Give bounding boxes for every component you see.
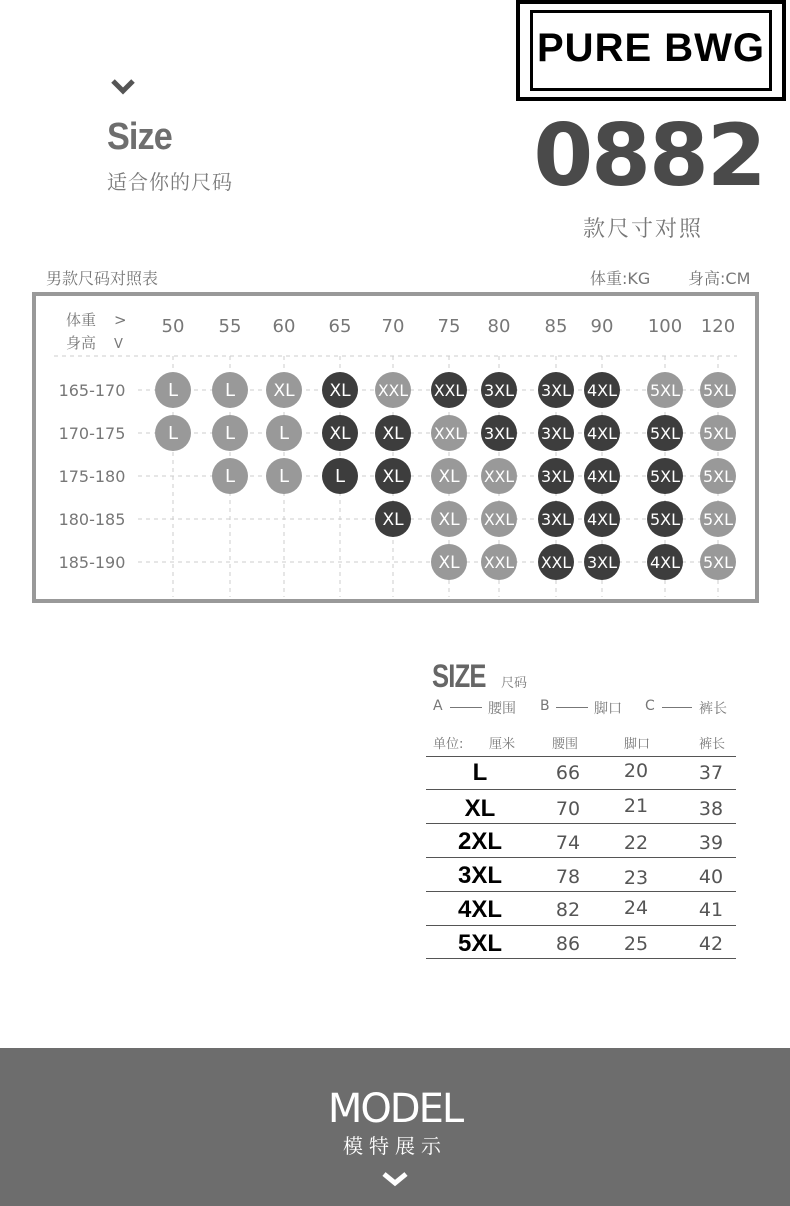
size-badge-label: L [167,423,179,444]
size-badge-label: XL [438,467,460,487]
height-unit-label: 身高:CM [688,269,751,288]
size-badge-label: XXL [378,381,409,400]
size-badge-label: XL [382,467,404,487]
size-badge-label: 4XL [650,553,681,572]
size-badge-label: XL [329,381,351,401]
weight-tick-label: 90 [590,316,614,337]
length-value: 42 [698,933,724,955]
size-label: 4XL [457,896,502,923]
weight-tick-label: 100 [647,316,683,337]
size-badge-label: 5XL [650,381,681,400]
chevron-down-icon [381,1170,409,1188]
weight-tick-label: 55 [218,316,242,337]
legend-dash [556,707,588,708]
weight-tick-label: 80 [487,316,511,337]
hem-value: 23 [623,867,649,889]
length-value: 37 [698,762,724,784]
size-badge-label: XXL [484,553,515,572]
table-divider [426,857,736,858]
weight-tick-label: 60 [272,316,296,337]
size-badge-label: 3XL [484,424,515,443]
size-badge-label: XXL [541,553,572,572]
chart-title: 男款尺码对照表 [46,269,159,288]
size-badge-label: 4XL [587,510,618,529]
size-badge-label: L [334,466,346,487]
weight-tick-label: 120 [700,316,736,337]
height-tick-label: 175-180 [58,467,126,486]
size-badge-label: 5XL [650,510,681,529]
size-badge-label: XL [273,381,295,401]
style-caption: 款尺寸对照 [583,217,704,242]
size-badge-label: XL [329,424,351,444]
table-divider [426,756,736,757]
legend-dash [662,707,692,708]
size-badge-label: 5XL [650,467,681,486]
col-header-length: 裤长 [699,737,726,752]
col-header-waist: 腰围 [552,737,579,752]
weight-unit-label: 体重:KG [590,269,651,288]
table-divider [426,958,736,959]
size-badge-label: L [224,380,236,401]
weight-tick-label: 85 [544,316,568,337]
table-divider [426,891,736,892]
waist-value: 66 [555,762,581,784]
height-axis-label: 身高 [66,334,97,352]
size-badge-label: XXL [484,467,515,486]
size-heading: Size [107,116,172,158]
model-subheading: 模特展示 [343,1134,447,1158]
style-number: 0882 [533,106,765,206]
hem-value: 20 [623,760,649,782]
size-label: 5XL [457,930,502,957]
legend-key-b: B [540,698,550,714]
size-table-subtitle: 尺码 [501,676,528,691]
size-badge-label: XXL [484,510,515,529]
legend-label-b: 脚口 [594,701,622,717]
weight-axis-label: 体重 [66,311,97,329]
height-tick-label: 180-185 [58,510,126,529]
model-heading: MODEL [327,1086,463,1132]
size-badge-label: 5XL [703,467,734,486]
length-value: 38 [698,798,724,820]
legend-key-a: A [433,698,443,714]
hem-value: 22 [623,832,649,854]
col-header-hem: 脚口 [624,737,651,752]
size-badge-label: 5XL [703,510,734,529]
size-badge-label: 5XL [703,553,734,572]
size-subheading: 适合你的尺码 [107,170,233,194]
size-badge-label: L [224,466,236,487]
size-badge-label: 4XL [587,424,618,443]
chart-frame [32,292,759,603]
length-value: 41 [698,899,724,921]
size-badge-label: XL [382,424,404,444]
size-badge-label: XL [438,510,460,530]
size-label: 2XL [457,828,502,855]
size-label: L [472,759,488,786]
size-badge-label: 3XL [541,381,572,400]
height-tick-label: 165-170 [58,381,126,400]
weight-axis-arrow: > [114,311,127,329]
table-divider [426,789,736,790]
legend-label-c: 裤长 [699,701,727,717]
unit-label: 单位: [433,737,464,752]
size-badge-label: XL [382,510,404,530]
weight-tick-label: 65 [328,316,352,337]
size-badge-label: 3XL [484,381,515,400]
size-table-title: SIZE [432,658,486,694]
size-badge-label: 4XL [587,467,618,486]
size-label: 3XL [457,862,502,889]
weight-tick-label: 70 [381,316,405,337]
height-axis-arrow: V [114,337,123,352]
legend-dash [450,707,482,708]
size-badge-label: XXL [434,381,465,400]
hem-value: 24 [623,897,649,919]
size-badge-label: L [278,423,290,444]
weight-tick-label: 50 [161,316,185,337]
length-value: 39 [698,832,724,854]
waist-value: 86 [555,933,581,955]
legend-key-c: C [645,698,655,714]
size-badge-label: L [167,380,179,401]
weight-tick-label: 75 [437,316,461,337]
size-badge-label: 5XL [703,381,734,400]
unit-value: 厘米 [489,737,516,752]
size-badge-label: 3XL [541,467,572,486]
size-badge-label: 5XL [703,424,734,443]
legend-label-a: 腰围 [488,701,516,717]
size-badge-label: 3XL [541,424,572,443]
size-badge-label: L [224,423,236,444]
size-badge-label: 4XL [587,381,618,400]
brand-name: PURE BWG [537,26,765,70]
height-tick-label: 170-175 [58,424,126,443]
size-badge-label: XXL [434,424,465,443]
size-badge-label: L [278,466,290,487]
hem-value: 21 [623,795,649,817]
waist-value: 82 [555,899,581,921]
waist-value: 74 [555,832,581,854]
waist-value: 70 [555,798,581,820]
length-value: 40 [698,866,724,888]
table-divider [426,925,736,926]
waist-value: 78 [555,866,581,888]
chevron-down-icon [110,76,136,98]
table-divider [426,823,736,824]
size-badge-label: 3XL [541,510,572,529]
size-label: XL [464,795,496,822]
size-badge-label: XL [438,553,460,573]
size-badge-label: 3XL [587,553,618,572]
height-tick-label: 185-190 [58,553,126,572]
size-badge-label: 5XL [650,424,681,443]
hem-value: 25 [623,933,649,955]
